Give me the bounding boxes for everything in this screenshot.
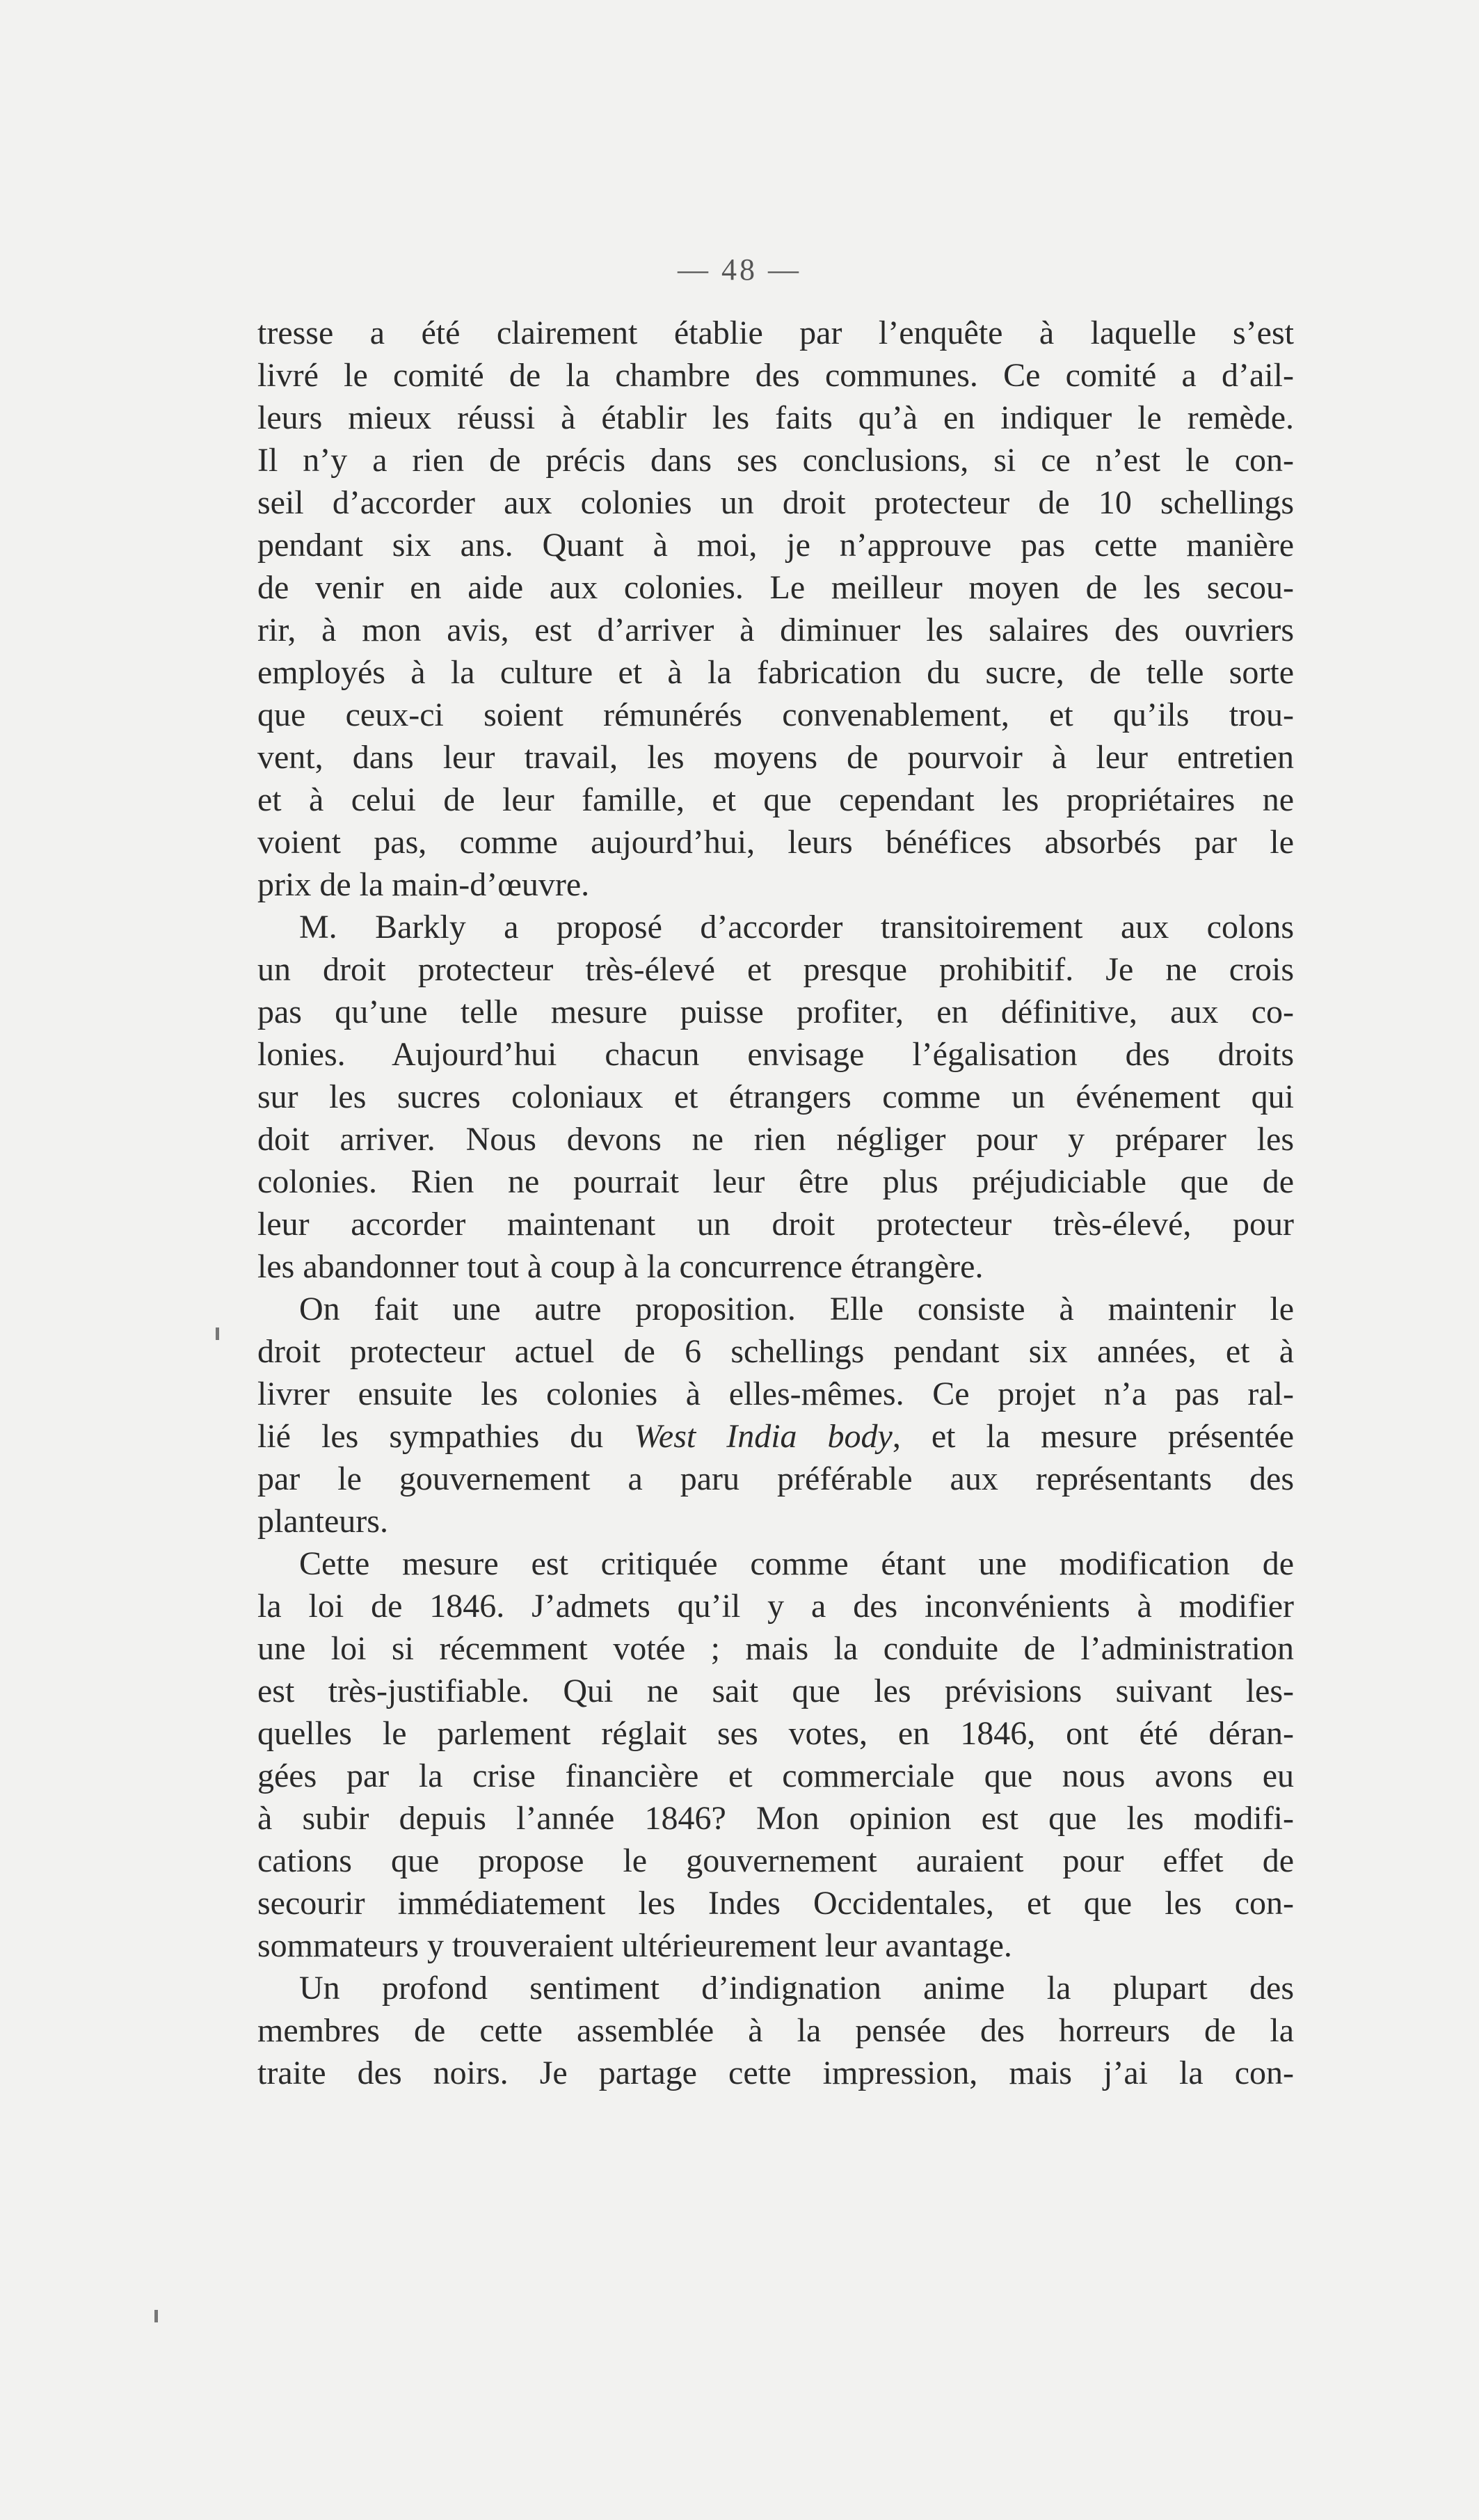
text-line: une loi si récemment votée ; mais la conduite de l’administration bbox=[257, 1630, 1294, 1667]
text-line: pendant six ans. Quant à moi, je n’approuve pas cette manière bbox=[257, 527, 1294, 564]
text-line: rir, à mon avis, est d’arriver à diminuer les salaires des ouvriers bbox=[257, 612, 1294, 648]
text-line: la loi de 1846. J’admets qu’il y a des inconvénients à modifier bbox=[257, 1588, 1294, 1625]
text-block bbox=[257, 312, 1294, 2094]
text-line: leurs mieux réussi à établir les faits qu’à en indiquer le remède. bbox=[257, 399, 1294, 436]
text-line: seil d’accorder aux colonies un droit protecteur de 10 schellings bbox=[257, 484, 1294, 521]
text-line: secourir immédiatement les Indes Occidentales, et que les con- bbox=[257, 1885, 1294, 1922]
text-line: les abandonner tout à coup à la concurrence étrangère. bbox=[257, 1248, 984, 1285]
page-number: — 48 — bbox=[678, 253, 801, 287]
text-line: prix de la main-d’œuvre. bbox=[257, 866, 590, 903]
text-line: à subir depuis l’année 1846? Mon opinion est que les modifi- bbox=[257, 1800, 1294, 1837]
text-line: est très-justifiable. Qui ne sait que les prévisions suivant les- bbox=[257, 1673, 1294, 1709]
text-line: droit protecteur actuel de 6 schellings pendant six années, et à bbox=[257, 1333, 1294, 1370]
text-line: planteurs. bbox=[257, 1503, 388, 1540]
text-line: Il n’y a rien de précis dans ses conclusions, si ce n’est le con- bbox=[257, 442, 1294, 479]
text-line: quelles le parlement réglait ses votes, en 1846, ont été déran- bbox=[257, 1715, 1294, 1752]
text-line: doit arriver. Nous devons ne rien négliger pour y préparer les bbox=[257, 1121, 1294, 1158]
text-line: vent, dans leur travail, les moyens de pourvoir à leur entretien bbox=[257, 739, 1294, 776]
text-line: de venir en aide aux colonies. Le meilleur moyen de les secou- bbox=[257, 569, 1294, 606]
text-line: colonies. Rien ne pourrait leur être plus préjudiciable que de bbox=[257, 1163, 1294, 1200]
text-line: cations que propose le gouvernement auraient pour effet de bbox=[257, 1842, 1294, 1879]
text-line: Cette mesure est critiquée comme étant une modification de bbox=[299, 1545, 1294, 1582]
text-line: sommateurs y trouveraient ultérieurement leur avantage. bbox=[257, 1927, 1012, 1964]
text-line: pas qu’une telle mesure puisse profiter, en définitive, aux co- bbox=[257, 994, 1294, 1030]
italic-phrase: West India body bbox=[634, 1418, 893, 1455]
text-line: On fait une autre proposition. Elle consiste à maintenir le bbox=[299, 1291, 1294, 1327]
text-line: tresse a été clairement établie par l’enquête à laquelle s’est bbox=[257, 314, 1294, 351]
text-line: par le gouvernement a paru préférable aux représentants des bbox=[257, 1460, 1294, 1497]
text-line: leur accorder maintenant un droit protecteur très-élevé, pour bbox=[257, 1206, 1294, 1243]
text-line: M. Barkly a proposé d’accorder transitoirement aux colons bbox=[299, 909, 1294, 946]
text-line: Un profond sentiment d’indignation anime la plupart des bbox=[299, 1970, 1294, 2007]
text-line: employés à la culture et à la fabrication du sucre, de telle sorte bbox=[257, 654, 1294, 691]
text-line: un droit protecteur très-élevé et presque prohibitif. Je ne crois bbox=[257, 951, 1294, 988]
margin-mark bbox=[154, 2310, 158, 2322]
text-line: sur les sucres coloniaux et étrangers comme un événement qui bbox=[257, 1078, 1294, 1115]
text-line: livré le comité de la chambre des communes. Ce comité a d’ail- bbox=[257, 357, 1294, 394]
text-line: gées par la crise financière et commerciale que nous avons eu bbox=[257, 1757, 1294, 1794]
text-line: voient pas, comme aujourd’hui, leurs bénéfices absorbés par le bbox=[257, 824, 1294, 861]
text-line: et à celui de leur famille, et que cependant les propriétaires ne bbox=[257, 781, 1294, 818]
text-line: membres de cette assemblée à la pensée des horreurs de la bbox=[257, 2012, 1294, 2049]
text-line: livrer ensuite les colonies à elles-mêmes. Ce projet n’a pas ral- bbox=[257, 1375, 1294, 1412]
text-line: lié les sympathies du West India body, et la mesure présentée bbox=[257, 1418, 1294, 1455]
text-line: traite des noirs. Je partage cette impression, mais j’ai la con- bbox=[257, 2055, 1294, 2091]
text-line: lonies. Aujourd’hui chacun envisage l’égalisation des droits bbox=[257, 1036, 1294, 1073]
margin-mark bbox=[216, 1327, 219, 1340]
text-line: que ceux-ci soient rémunérés convenablement, et qu’ils trou- bbox=[257, 696, 1294, 733]
